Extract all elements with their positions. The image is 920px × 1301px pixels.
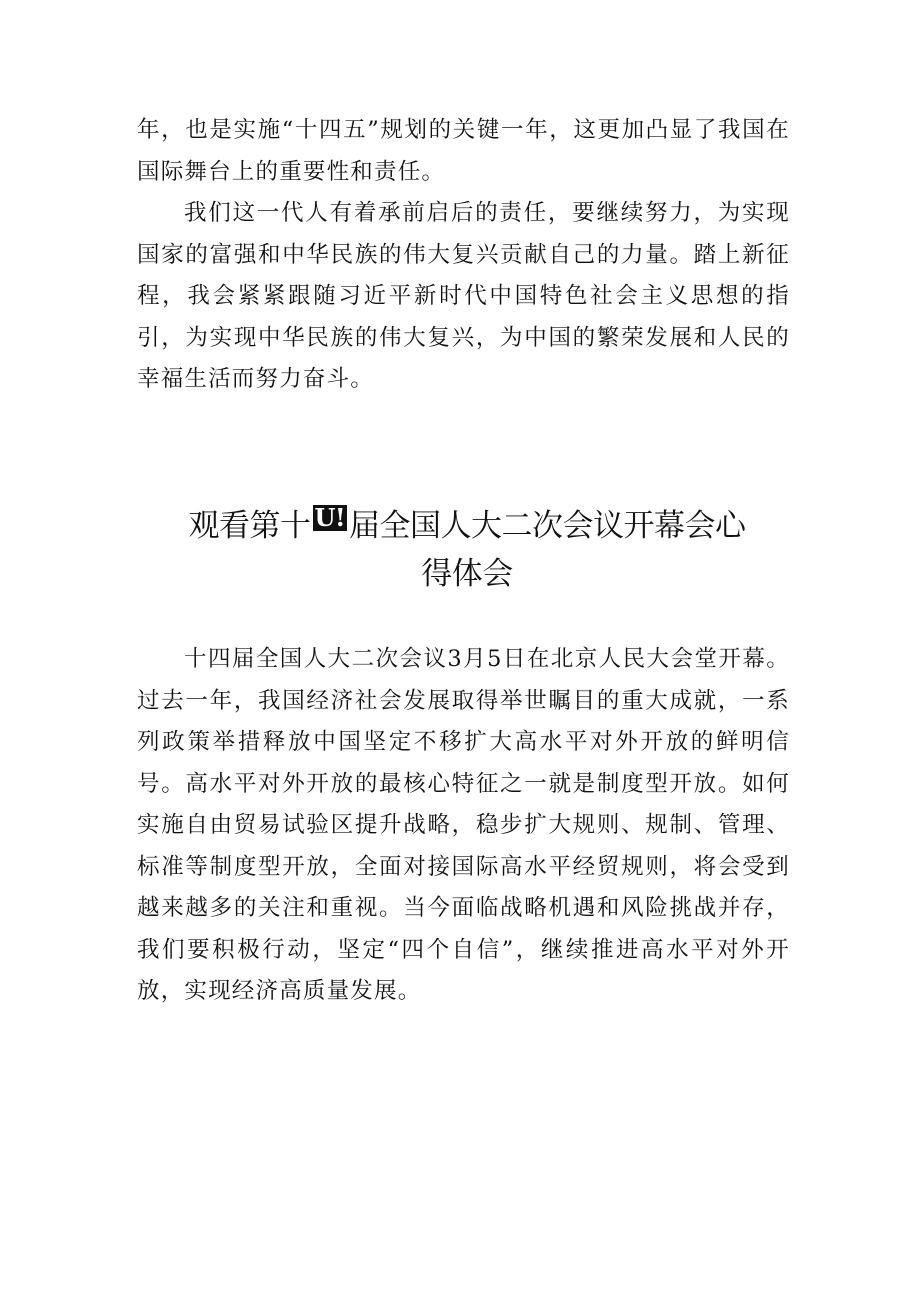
section-title [127,502,807,598]
paragraph-opening: 十四届全国人大二次会议3月5日在北京人民大会堂开幕。过去一年，我国经济社会发展取得举世瞩目的重大成就，一系列政策举措释放中国坚定不移扩大高水平对外开放的鲜明信号。高水平对外开放的最核心特征之一就是制度型开放。如何实施自由贸易试验区提升战略，稳步扩大规则、规制、管理、标准等制度型开放，全面对接国际高水平经贸规则，将会受到越来越多的关注和重视。当今面临战略机遇和风险挑战并存，我们要积极行动，坚定“四个自信”，继续推进高水平对外开放，实现经济高质量发展。 [137,646,790,1004]
document-page [137,110,790,1004]
title-glitch-glyph: U! [314,503,345,532]
title-part-1: 观看第十 [188,508,311,544]
paragraph-continuation: 年，也是实施“十四五”规划的关键一年，这更加凸显了我国在国际舞台上的重要性和责任。 [137,117,790,185]
title-part-3: 得体会 [421,556,513,592]
section-body [137,639,790,1013]
paragraph-responsibility: 我们这一代人有着承前启后的责任，要继续努力，为实现国家的富强和中华民族的伟大复兴贡献自己的力量。踏上新征程，我会紧紧跟随习近平新时代中国特色社会主义思想的指引，为实现中华民族的伟大复兴，为中国的繁荣发展和人民的幸福生活而努力奋斗。 [137,200,790,392]
title-part-2: 届全国人大二次会议开幕会心 [348,508,746,544]
